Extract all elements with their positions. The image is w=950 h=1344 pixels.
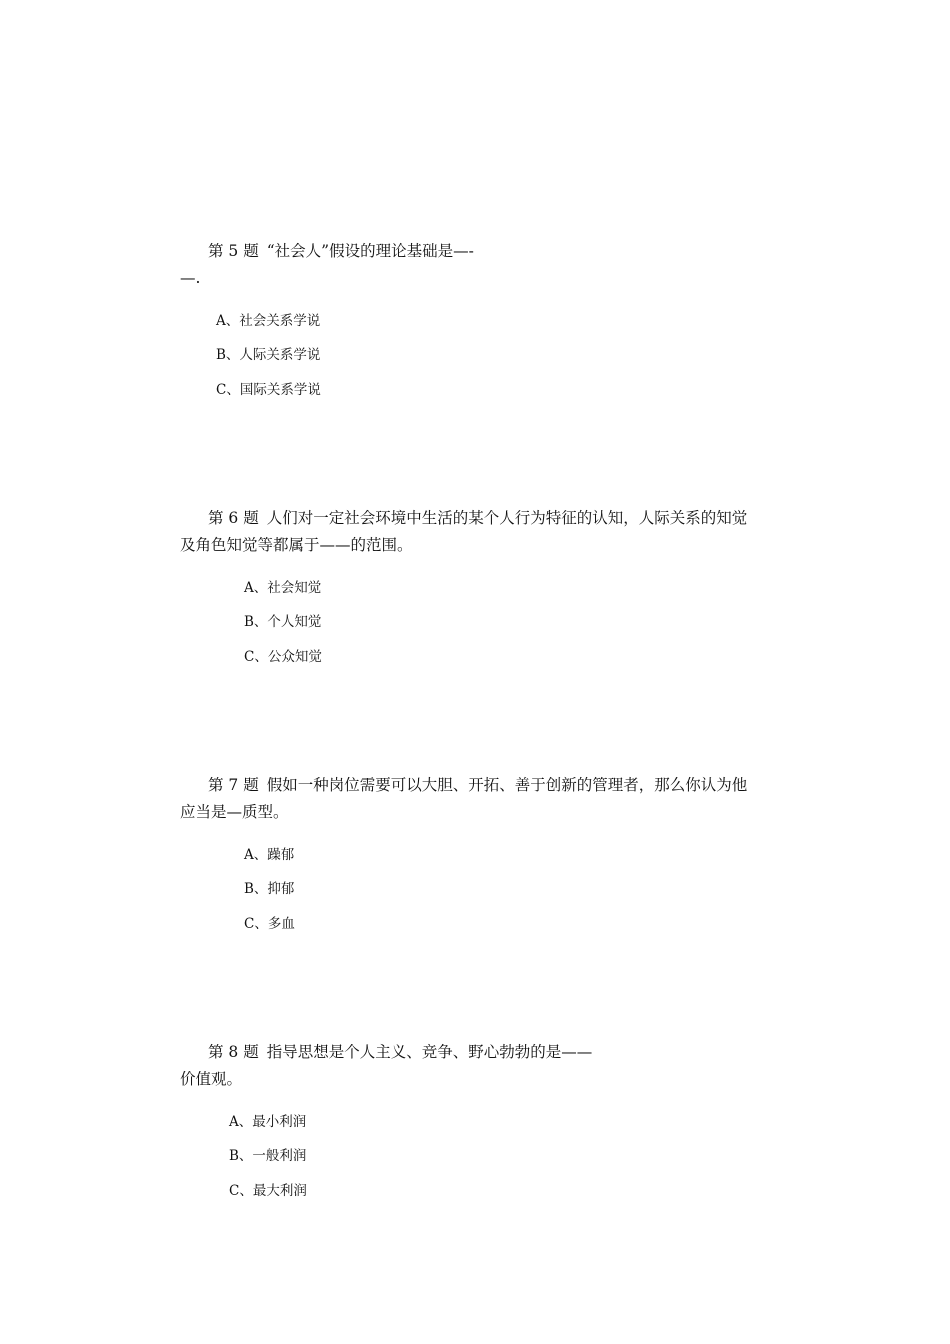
question-text-continued: 价值观。 [180, 1070, 243, 1088]
option-b: B、一般利润 [229, 1148, 307, 1164]
question-text: 人们对一定社会环境中生活的某个人行为特征的认知，人际关系的知觉 [266, 509, 748, 527]
question-6 [180, 505, 790, 665]
option-a: A、社会知觉 [244, 580, 322, 596]
question-text: 假如一种岗位需要可以大胆、开拓、善于创新的管理者，那么你认为他 [266, 776, 748, 794]
question-text: “社会人”假设的理论基础是—- [266, 242, 474, 260]
question-number: 第 8 题 [208, 1043, 259, 1061]
question-8 [180, 1039, 790, 1199]
option-c: C、最大利润 [229, 1183, 307, 1199]
question-number: 第 7 题 [208, 776, 259, 794]
question-number: 第 5 题 [208, 242, 259, 260]
option-b: B、人际关系学说 [216, 347, 321, 363]
question-text: 指导思想是个人主义、竞争、野心勃勃的是—— [266, 1043, 593, 1061]
option-a: A、社会关系学说 [216, 313, 321, 329]
option-c: C、多血 [244, 916, 295, 932]
option-b: B、抑郁 [244, 881, 295, 897]
question-7 [180, 772, 790, 932]
question-stem [180, 505, 790, 559]
option-a: A、最小利润 [229, 1114, 307, 1130]
option-b: B、个人知觉 [244, 614, 322, 630]
question-5 [180, 238, 790, 398]
question-stem [180, 1039, 790, 1093]
question-text-continued: 及角色知觉等都属于——的范围。 [180, 536, 413, 554]
option-c: C、国际关系学说 [216, 382, 321, 398]
option-c: C、公众知觉 [244, 649, 322, 665]
question-stem [180, 772, 790, 826]
question-number: 第 6 题 [208, 509, 259, 527]
question-text-continued: 应当是—质型。 [180, 803, 289, 821]
question-text-continued: —. [180, 269, 201, 287]
question-stem [180, 238, 790, 292]
option-a: A、躁郁 [244, 847, 295, 863]
